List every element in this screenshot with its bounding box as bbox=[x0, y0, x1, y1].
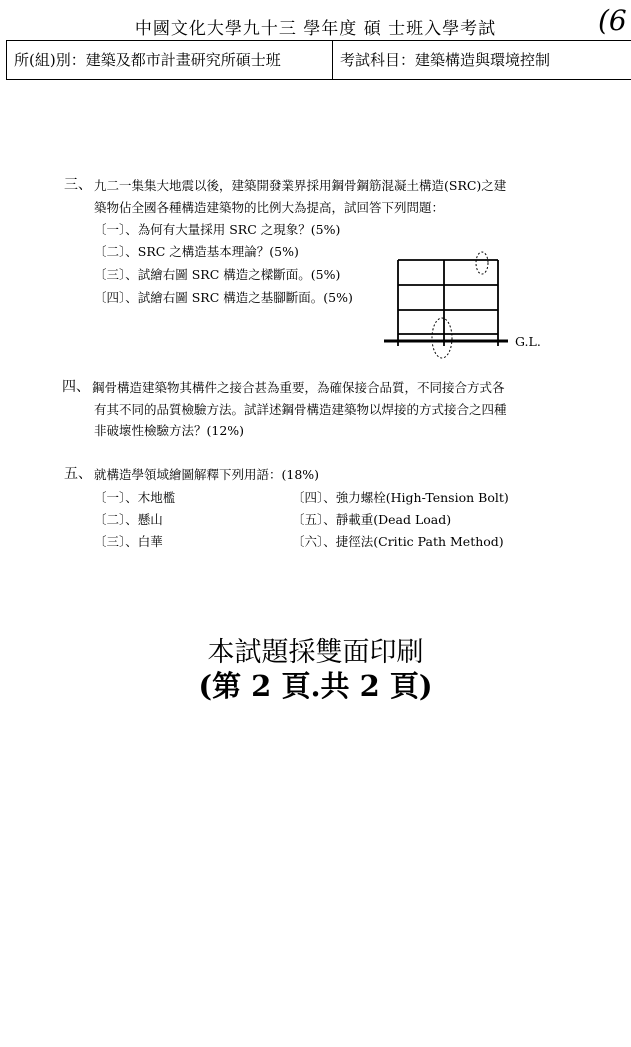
print-notice: 本試題採雙面印刷 bbox=[207, 637, 424, 668]
q5-item-1: 〔一〕、木地檻 bbox=[94, 490, 176, 505]
beam-section-marker bbox=[476, 252, 488, 274]
q3-item-2: 〔二〕、SRC 之構造基本理論？(5%) bbox=[94, 244, 299, 259]
q3-item-4: 〔四〕、試繪右圖 SRC 構造之基腳斷面。(5%) bbox=[94, 290, 353, 305]
q3-line2: 築物佔全國各種構造建築物的比例大為提高，試回答下列問題： bbox=[94, 200, 445, 215]
q5-item-6: 〔六〕、捷徑法(Critic Path Method) bbox=[292, 534, 504, 549]
q4-number: 四、 bbox=[62, 379, 90, 395]
exam-title: 中國文化大學九十三 學年度 碩 士班入學考試 bbox=[134, 19, 497, 39]
q3-line1: 九二一集集大地震以後，建築開發業界採用鋼骨鋼筋混凝土構造(SRC)之建 bbox=[94, 178, 507, 193]
q4-line1: 鋼骨構造建築物其構件之接合甚為重要，為確保接合品質，不同接合方式各 bbox=[92, 380, 505, 395]
q5-number: 五、 bbox=[64, 466, 92, 482]
page-mark: (6 bbox=[598, 4, 627, 37]
q5-item-2: 〔二〕、懸山 bbox=[94, 512, 163, 527]
q3-item-1: 〔一〕、為何有大量採用 SRC 之現象？(5%) bbox=[94, 222, 341, 237]
q4-line2: 有其不同的品質檢驗方法。試詳述鋼骨構造建築物以焊接的方式接合之四種 bbox=[94, 402, 507, 417]
q5-item-4: 〔四〕、強力螺栓(High-Tension Bolt) bbox=[292, 490, 509, 505]
ground-line-label: G.L. bbox=[515, 334, 541, 349]
q4-line3: 非破壞性檢驗方法？(12%) bbox=[94, 423, 245, 438]
footing-section-marker bbox=[432, 318, 452, 358]
department-label: 所(組)別：建築及都市計畫研究所碩士班 bbox=[14, 51, 281, 69]
q3-number: 三、 bbox=[64, 177, 92, 193]
q5-intro: 就構造學領域繪圖解釋下列用語：(18%) bbox=[94, 467, 320, 482]
page-count: (第 2 頁.共 2 頁) bbox=[198, 669, 433, 703]
src-frame-diagram bbox=[380, 250, 520, 365]
subject-label: 考試科目：建築構造與環境控制 bbox=[340, 51, 551, 69]
header-divider bbox=[332, 40, 333, 80]
q5-item-5: 〔五〕、靜載重(Dead Load) bbox=[292, 512, 452, 527]
q5-item-3: 〔三〕、白華 bbox=[94, 534, 163, 549]
q3-item-3: 〔三〕、試繪右圖 SRC 構造之樑斷面。(5%) bbox=[94, 267, 341, 282]
